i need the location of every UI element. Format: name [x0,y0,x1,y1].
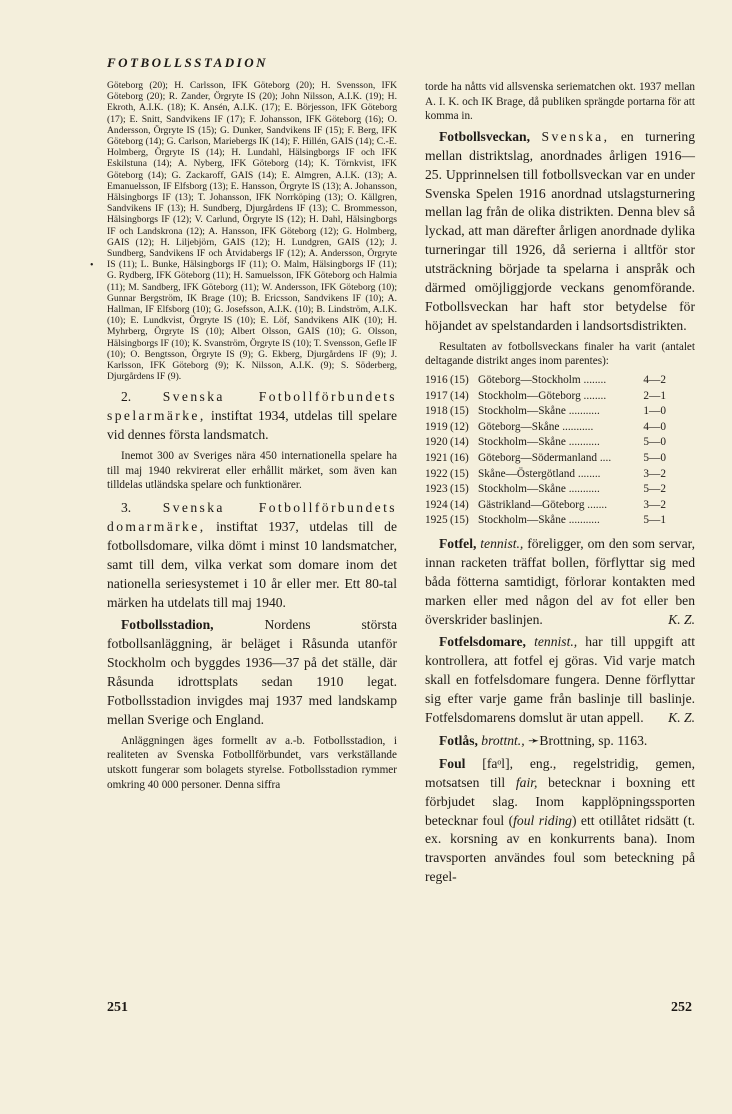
foul-text2: ) ett otillåtet ridsätt (t. ex. korsning av en konkurrents bana). Inom travsporten användes foul som beteckning på regel- [425,812,695,885]
right-column [425,80,695,887]
fotfel-abbr: tennist., [480,535,524,551]
result-score: 4—0 [643,420,666,433]
result-year: 1919 [425,420,448,433]
item3-text: instiftat 1937, utdelas till de fotbollsdomare, vilka dömt i minst 10 landsmatcher, samt till dem, vilka verkat som domare inom det nationella seriesystemet i 10 år eller mer. Ett 80-tal märken ha utdelats till maj 1940. [107,518,397,610]
result-score: 2—1 [643,389,666,402]
result-match: Stockholm—Göteborg ........ [478,389,607,402]
result-year: 1921 [425,451,448,464]
result-dots: ........... [568,405,600,418]
veckan-term: Fotbollsveckan, [439,128,531,144]
result-year: 1922 [425,467,448,480]
result-dots: ........... [568,483,600,496]
result-score: 5—0 [643,436,666,449]
results-table [425,373,666,529]
result-row [425,420,666,436]
entry-fotfelsdomare [425,633,695,728]
result-match: Göteborg—Stockholm ........ [478,373,607,386]
fotfelsdomare-abbr: tennist., [534,634,578,650]
result-year: 1918 [425,405,448,418]
result-year: 1925 [425,514,448,527]
fotfel-term: Fotfel, [439,535,477,551]
item3-title: Svenska Fotbollförbundets domarmärke, [107,499,397,534]
result-year: 1924 [425,498,448,511]
result-row [425,435,666,451]
item2-number: 2. [121,389,132,405]
result-row [425,389,666,405]
foul-text1: betecknar i boxning ett förbjudet slag. Inom kapplöpningssporten betecknar foul ( [425,774,695,828]
result-districts: (14) [450,498,469,511]
result-row [425,451,666,467]
fotfelsdomare-signature: K. Z. [668,710,695,726]
result-districts: (15) [450,373,469,386]
result-dots: ........ [583,373,607,386]
result-dots: ........ [577,467,601,480]
entry-spelarmarke [107,388,397,445]
foul-fair: fair, [515,774,538,790]
stadion-term: Fotbollsstadion, [121,617,214,633]
result-dots: ........... [562,420,594,433]
result-row [425,513,666,529]
result-row [425,498,666,514]
fotfel-text: föreligger, om den som servar, innan racketen träffat bollen, förflyttar sig med båda fötterna samtidigt, förlorar kontakten med marken eller med någon del av fot eller ben överskrider baslinjen. [425,535,695,627]
left-column [107,80,397,792]
result-score: 4—2 [643,373,666,386]
result-row [425,467,666,483]
stadion-note: Anläggningen äges formellt av a.-b. Fotbollsstadion, i realiteten av Svenska Fotbollförbundet, vars verkställande utskott fungerar som bolagets styrelse. Fotbollsstadion rymmer omkring 40 000 personer. Denna siffra [107,734,397,791]
names-list: Göteborg (20); H. Carlsson, IFK Göteborg (20); H. Svensson, IFK Göteborg (20); R. Zander, Örgryte IS (20); John Nilsson, A.I.K. (19); H. Ekroth, A.I.K. (18); K. Ansén, A.I.K. (17); E. Börjesson, IFK Göteborg (17); E. Snitt, Sandvikens IF (17); F. Johansson, IFK Göteborg (16); O. Andersson, Örgryte IS (15); G. Dunker, Sandvikens IF (15); F. Berg, IFK Göteborg (14); G. Carlson, Mariebergs IK (14); F. Hillén, GAIS (14); C.-E. Holmberg, Örgryte IS (14); H. Lundahl, Hälsingborgs IF och IFK Eskilstuna (14); A. Nyberg, IFK Göteborg (14); K. Törnkvist, IFK Göteborg (14); G. Zackaroff, GAIS (14); E. Almgren, A.I.K. (13); A. Emanuelsson, IF Elfsborg (13); E. Hansson, Örgryte IS (13); A. Johansson, Hälsingborgs IF (13); T. Johansson, IFK Norrköping (13); O. Källgren, Sandvikens IF (13); H. Sundberg, Djurgårdens IF (13); C. Brommesson, Hälsingborgs IF (12); V. Carlund, Örgryte IS (12); H. Dahl, Hälsingborgs IF och Landskrona (12); A. Hansson, IFK Göteborg (12); G. Holmberg, GAIS (12); H. Liljebjörn, GAIS (12); H. Lundgren, GAIS (12); J. Sundberg, Sandvikens IF och Åtvidabergs IF (12); A. Andersson, Örgryte IS (11); L. Bunke, Hälsingborgs IF (11); O. Malm, Hälsingborgs IF (11); G. Rydberg, IFK Göteborg (11); H. Samuelsson, IFK Göteborg och Halmia (11); M. Sandberg, IFK Göteborg (11); W. Andersson, IFK Göteborg (10); Gunnar Bergström, IK Brage (10); B. Ericsson, Sandvikens IF (10); A. Hallman, IF Elfsborg (10); G. Josefsson, A.I.K. (10); B. Lindström, A.I.K. (10); E. Lundkvist, Örgryte IS (10); E. Löf, Sandvikens AIK (10); H. Myhrberg, Örgryte IS (10); Albert Olsson, GAIS (10); G. Olsson, Hälsingborgs IF (10); K. Svanström, Örgryte IS (10); T. Svensson, Gefle IF (10); O. Bengtsson, Örgryte IS (9); G. Ekberg, Djurgårdens IF (9); J. Karlsson, IFK Göteborg (9); K. Nilsson, A.I.K. (9); S. Söderberg, Djurgårdens IF (9). [107,80,398,383]
item2-note: Inemot 300 av Sveriges nära 450 internationella spelare ha till maj 1940 rekvirerat eller erhållit märket, som även kan tilldelas utländska spelare och funktionärer. [107,450,397,492]
result-score: 3—2 [643,498,666,511]
running-header: FOTBOLLSSTADION [107,55,269,70]
result-score: 5—2 [643,483,666,496]
item2-text: instiftat 1934, utdelas till spelare vid dennes första landsmatch. [107,408,397,443]
entry-fotbollsstadion [107,616,397,729]
fotlas-abbr: brottnt., [481,732,525,748]
margin-dot: • [90,260,94,271]
result-dots: ........ [583,389,607,402]
result-dots: ....... [587,498,608,511]
results-intro: Resultaten av fotbollsveckans finaler ha varit (antalet deltagande distrikt anges inom parentes): [425,340,695,368]
result-score: 3—2 [643,467,666,480]
fotlas-term: Fotlås, [439,732,478,748]
result-districts: (16) [450,451,469,464]
result-year: 1916 [425,373,448,386]
result-match: Stockholm—Skåne ........... [478,483,600,496]
result-dots: .... [599,451,612,464]
result-match: Gästrikland—Göteborg ....... [478,498,608,511]
result-year: 1923 [425,483,448,496]
foul-term: Foul [439,755,466,771]
veckan-svenska: Svenska, [541,128,610,144]
result-dots: ........... [568,436,600,449]
stadion-text: Nordens största fotbollsanläggning, är beläget i Råsunda utanför Stockholm och byggdes 1936—37 på det ställe, där Råsunda idrottsplats sedan 1910 legat. Fotbollsstadion invigdes maj 1937 med landskamp mellan Sverige och England. [107,617,397,727]
result-score: 1—0 [643,405,666,418]
fotlas-text: ➛Brottning, sp. 1163. [524,732,648,748]
foul-riding: foul riding [513,812,572,828]
result-year: 1917 [425,389,448,402]
result-match: Stockholm—Skåne ........... [478,436,600,449]
result-year: 1920 [425,436,448,449]
result-districts: (15) [450,405,469,418]
veckan-text: en turnering mellan distriktslag, anordnades årligen 1916—25. Upprinnelsen till fotbollsveckan var en under Svenska Spelen 1916 anordnad utslagsturnering mellan lag från de olika distrikten. Denna blev så lyckad, att man därefter årligen anordnade dylika turneringar till 1926, då serierna i alltför stor utsträckning började ta spelarna i anspråk och därmed omöjliggjorde veckans genomförande. Fotbollsveckan har haft stor betydelse för höjandet av spelstandarden i landsortsdistrikten. [425,128,695,333]
result-row [425,373,666,389]
result-row [425,404,666,420]
result-districts: (12) [450,420,469,433]
result-score: 5—1 [643,514,666,527]
result-districts: (15) [450,467,469,480]
result-match: Göteborg—Skåne ........... [478,420,594,433]
result-match: Stockholm—Skåne ........... [478,514,600,527]
result-match: Skåne—Östergötland ........ [478,467,601,480]
entry-foul [425,755,695,887]
item2-title: Svenska Fotbollförbundets spelarmärke, [107,389,397,424]
result-dots: ........... [568,514,600,527]
page-number-left: 251 [107,1000,128,1015]
fotfelsdomare-term: Fotfelsdomare, [439,634,526,650]
entry-domarmarke [107,499,397,612]
result-districts: (15) [450,483,469,496]
result-districts: (14) [450,436,469,449]
item3-number: 3. [121,499,132,515]
page-number-right: 252 [671,1000,692,1015]
entry-fotbollsveckan [425,128,695,336]
entry-fotfel [425,535,695,630]
continuation-text: torde ha nåtts vid allsvenska seriematchen okt. 1937 mellan A. I. K. och IK Brage, då publiken sprängde portarna för att komma in. [425,81,695,123]
result-match: Göteborg—Södermanland .... [478,451,612,464]
fotfelsdomare-text: har till uppgift att kontrollera, att fotfel ej göras. Vid varje match skall en fotfelsdomare fungera. Denne förflyttar sig efter varje game från baslinje till baslinje. Fotfelsdomarens domslut är utan appell. [425,634,695,726]
entry-fotlas [425,732,695,751]
result-row [425,482,666,498]
result-match: Stockholm—Skåne ........... [478,405,600,418]
result-score: 5—0 [643,451,666,464]
fotfel-signature: K. Z. [668,611,695,627]
result-districts: (14) [450,389,469,402]
foul-pron: [faᵒl], eng., regelstridig, gemen, motsatsen till [425,755,695,790]
result-districts: (15) [450,514,469,527]
